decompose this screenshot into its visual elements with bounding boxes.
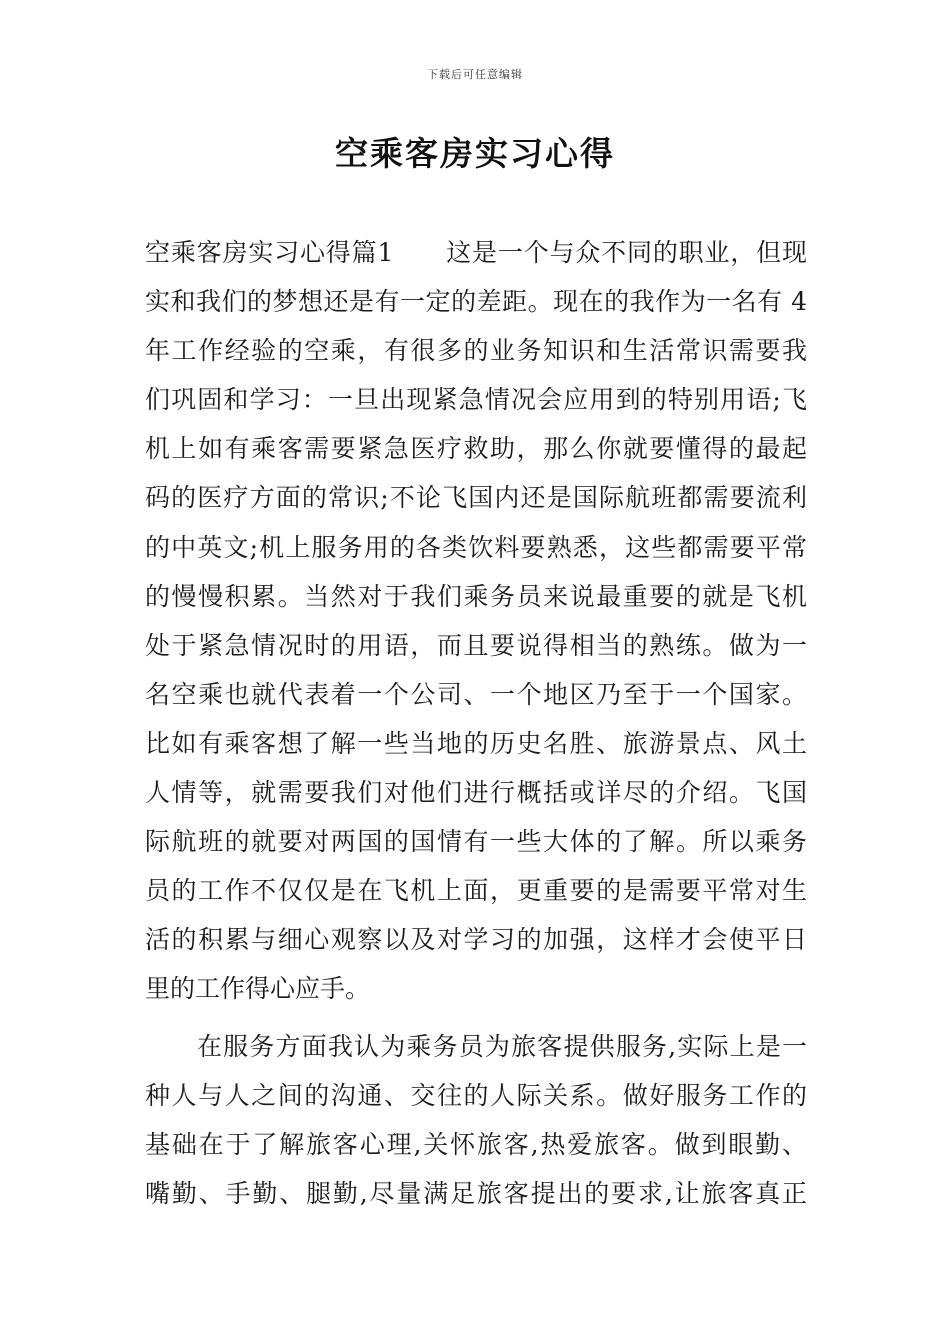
text-line: 嘴勤、手勤、腿勤,尽量满足旅客提出的要求,让旅客真正 [145,1178,807,1208]
paragraph-2-first-line: 在服务方面我认为乘务员为旅客提供服务,实际上是一 [197,1031,807,1061]
text-line: 的中英文;机上服务用的各类饮料要熟悉，这些都需要平常 [145,532,807,562]
text-line: 处于紧急情况时的用语，而且要说得相当的熟练。做为一 [145,630,807,660]
text-line: 码的医疗方面的常识;不论飞国内还是国际航班都需要流利 [145,483,807,513]
text-line: 基础在于了解旅客心理,关怀旅客,热爱旅客。做到眼勤、 [145,1129,807,1159]
paragraph-1-lead-text: 这是一个与众不同的职业，但现 [445,238,807,267]
paragraph-1-first-line [145,228,807,277]
text-line: 名空乘也就代表着一个公司、一个地区乃至于一个国家。 [145,679,807,709]
text-line: 种人与人之间的沟通、交往的人际关系。做好服务工作的 [145,1080,807,1110]
text-line: 机上如有乘客需要紧急医疗救助，那么你就要懂得的最起 [145,434,807,464]
text-line: 的慢慢积累。当然对于我们乘务员来说最重要的就是飞机 [145,581,807,611]
section-heading: 空乘客房实习心得篇1 [145,238,394,267]
text-line: 人情等，就需要我们对他们进行概括或详尽的介绍。飞国 [145,778,807,808]
text-line: 活的积累与细心观察以及对学习的加强，这样才会使平日 [145,925,807,955]
text-line: 年工作经验的空乘，有很多的业务知识和生活常识需要我 [145,336,807,366]
text-line: 员的工作不仅仅是在飞机上面，更重要的是需要平常对生 [145,876,807,906]
document-body [145,228,807,1218]
text-line: 比如有乘客想了解一些当地的历史名胜、旅游景点、风土 [145,728,807,758]
header-note: 下载后可任意编辑 [427,68,523,81]
text-line: 实和我们的梦想还是有一定的差距。现在的我作为一名有 4 [145,287,807,317]
text-line: 里的工作得心应手。 [145,974,371,1004]
text-line: 们巩固和学习：一旦出现紧急情况会应用到的特别用语;飞 [145,385,807,415]
text-line: 际航班的就要对两国的国情有一些大体的了解。所以乘务 [145,827,807,857]
page-title: 空乘客房实习心得 [335,134,615,173]
